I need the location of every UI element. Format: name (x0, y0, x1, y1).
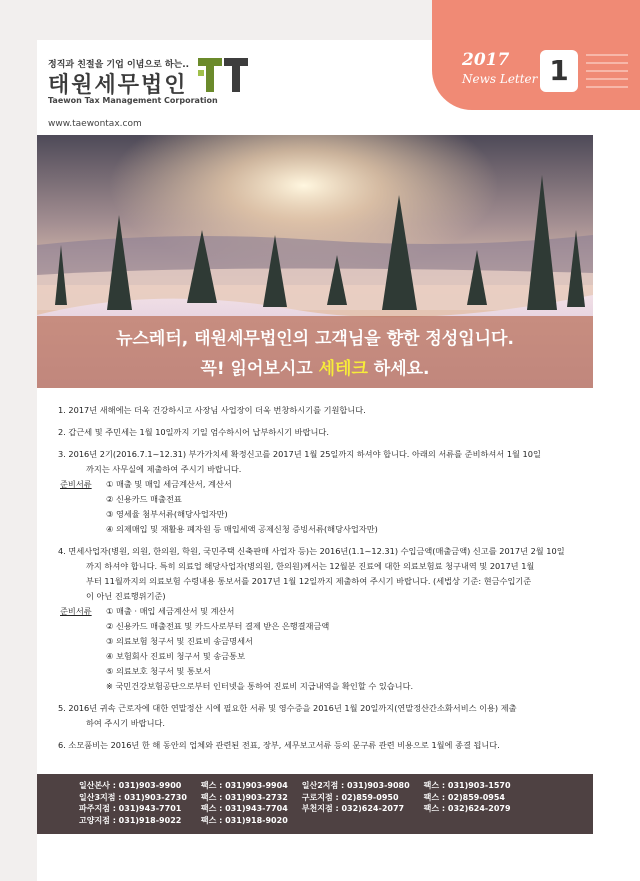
required-docs-heading: 준비서류 (60, 606, 92, 616)
contact-cell (302, 815, 424, 827)
contact-table (79, 780, 525, 826)
issue-number: 1 (540, 50, 578, 92)
contact-row (79, 792, 525, 804)
notice-item-3 (58, 447, 588, 537)
required-docs-3 (60, 477, 588, 537)
banner-line-2-pre: 꼭! 읽어보시고 (200, 359, 319, 379)
company-name-en: Taewon Tax Management Corporation (48, 96, 218, 105)
tab-decoration-line (586, 54, 628, 56)
notice-item-5-text: 5. 2016년 귀속 근로자에 대한 연말정산 시에 필요한 서류 및 영수증을 2016년 1월 20일까지(연말정산간소화서비스 이용) 제출 (58, 703, 517, 713)
company-tagline: 정직과 친절을 기업 이념으로 하는.. (48, 60, 190, 70)
contact-cell: 일산3지점 : 031)903-2730 (79, 792, 187, 802)
contact-row (79, 803, 525, 815)
contact-cell: 팩스 : 02)859-0954 (423, 792, 505, 802)
tab-decoration-line (586, 70, 628, 72)
tab-decoration-line (586, 86, 628, 88)
notice-item-6: 6. 소모품비는 2016년 한 해 동안의 업체와 관련된 전표, 장부, 세무보고서류 등의 문구류 관련 비용으로 1월에 종결 됩니다. (58, 740, 500, 750)
doc-item: ① 매출 및 매입 세금계산서, 계산서 (106, 479, 232, 489)
contact-cell: 부천지점 : 032)624-2077 (301, 804, 405, 814)
contact-cell: 팩스 : 031)918-9020 (200, 815, 288, 825)
company-name-kr: 태원세무법인 (48, 73, 188, 98)
contact-cell: 팩스 : 032)624-2079 (423, 804, 511, 814)
tab-decoration-line (586, 78, 628, 80)
notice-item-4-cont: 이 아닌 진료행위기준) (86, 591, 166, 601)
required-docs-4 (60, 604, 588, 694)
notice-item-4 (58, 544, 588, 694)
notice-item-4-text: 4. 면세사업자(병원, 의원, 한의원, 학원, 국민주택 신축판매 사업자 등)는 2016년(1.1~12.31) 수입금액(매출금액) 신고를 2017년 2월 10일 (58, 546, 565, 556)
company-website[interactable]: www.taewontax.com (48, 119, 142, 129)
banner-line-2 (37, 354, 593, 379)
tab-decoration-line (586, 62, 628, 64)
contact-cell: 일산본사 : 031)903-9900 (79, 781, 182, 791)
banner-highlight: 세테크 (318, 359, 368, 379)
contact-footer (37, 774, 593, 834)
notice-item-3-cont: 까지는 사무실에 제출하여 주시기 바랍니다. (86, 464, 242, 474)
doc-item: ④ 보험회사 진료비 청구서 및 송금통보 (106, 651, 245, 661)
contact-cell: 구로지점 : 02)859-0950 (301, 792, 399, 802)
contact-cell: 일산2지점 : 031)903-9080 (301, 781, 410, 791)
doc-item: ④ 의제매입 및 재활용 폐자원 등 매입세액 공제신청 증빙서류(해당사업자만) (106, 524, 378, 534)
doc-note: ※ 국민건강보험공단으로부터 인터넷을 통하여 진료비 지급내역을 확인할 수 있습니다. (106, 681, 414, 691)
notice-item-4-cont: 부터 11월까지의 의료보험 수령내용 통보서를 2017년 1월 12일까지 제출하여 주시기 바랍니다. (세법상 기준: 현금수입기준 (86, 576, 532, 586)
doc-item: ② 신용카드 매출전표 (106, 494, 182, 504)
banner-line-1: 뉴스레터, 태원세무법인의 고객님을 향한 정성입니다. (116, 329, 514, 349)
newsletter-year: 2017 (462, 50, 510, 70)
contact-cell (424, 815, 525, 827)
notice-item-4-cont: 까지 하셔야 합니다. 특히 의료업 해당사업자(병의원, 한의원)께서는 12월분 진료에 대한 의료보험료 청구내역 및 2017년 1월 (86, 561, 535, 571)
contact-row (79, 780, 525, 792)
doc-item: ③ 의료보험 청구서 및 진료비 송금명세서 (106, 636, 253, 646)
notice-item-5-cont: 하여 주시기 바랍니다. (86, 718, 165, 728)
contact-cell: 팩스 : 031)903-1570 (423, 781, 511, 791)
contact-cell: 팩스 : 031)903-9904 (200, 781, 288, 791)
newsletter-label: News Letter (462, 72, 538, 86)
contact-cell: 고양지점 : 031)918-9022 (79, 815, 182, 825)
tt-logo-icon (196, 56, 250, 96)
newsletter-tab (432, 0, 640, 110)
hero-banner (37, 316, 593, 388)
notice-item-3-text: 3. 2016년 2기(2016.7.1~12.31) 부가가치세 확정신고를 2017년 1월 25일까지 하셔야 합니다. 아래의 서류를 준비하셔서 1월 10일 (58, 449, 541, 459)
notice-item-5 (58, 701, 588, 731)
required-docs-heading: 준비서류 (60, 479, 92, 489)
doc-item: ② 신용카드 매출전표 및 카드사로부터 결제 받은 은행결재금액 (106, 621, 330, 631)
banner-line-2-post: 하세요. (367, 359, 430, 379)
notice-item-2: 2. 갑근세 및 주민세는 1월 10일까지 기일 엄수하시어 납부하시기 바랍니다. (58, 427, 329, 437)
doc-item: ① 매출 · 매입 세금계산서 및 계산서 (106, 606, 235, 616)
contact-cell: 파주지점 : 031)943-7701 (79, 804, 182, 814)
notice-item-1: 1. 2017년 새해에는 더욱 건강하시고 사장님 사업장이 더욱 번창하시기를 기원합니다. (58, 405, 366, 415)
contact-row (79, 815, 525, 827)
doc-item: ③ 영세율 첨부서류(해당사업자만) (106, 509, 228, 519)
notice-list (58, 403, 588, 760)
contact-cell: 팩스 : 031)903-2732 (200, 792, 288, 802)
contact-cell: 팩스 : 031)943-7704 (200, 804, 288, 814)
doc-item: ⑤ 의료보호 청구서 및 통보서 (106, 666, 211, 676)
